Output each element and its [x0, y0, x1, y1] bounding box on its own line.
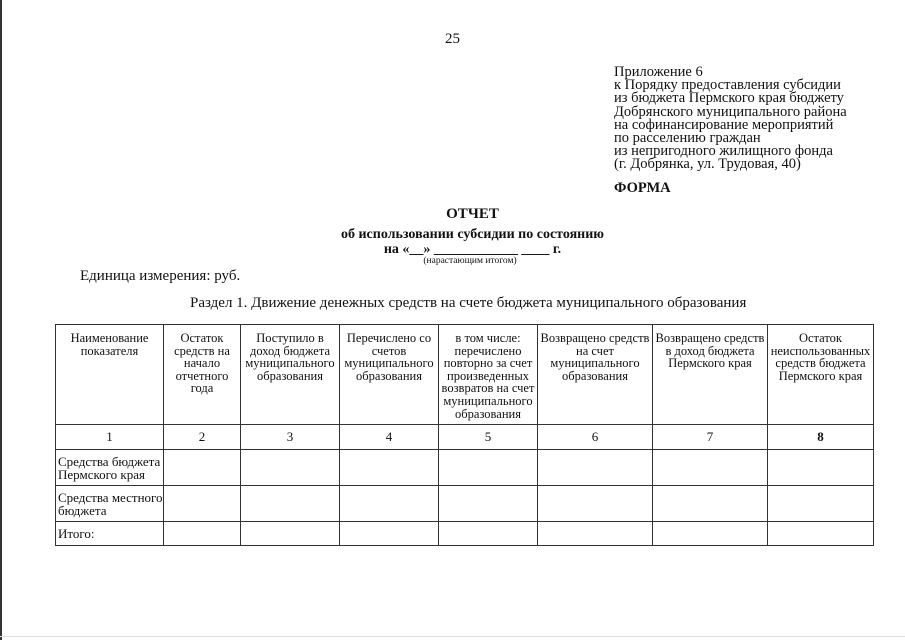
- table-cell[interactable]: [653, 486, 768, 522]
- column-number-row: [56, 425, 874, 450]
- table-cell[interactable]: [340, 522, 439, 546]
- column-number: 7: [653, 425, 768, 450]
- appendix-line: по расселению граждан: [614, 130, 761, 147]
- table-cell[interactable]: [164, 450, 241, 486]
- page-bottom-edge: [0, 636, 905, 637]
- column-number: 2: [164, 425, 241, 450]
- column-header: в том числе: перечислено повторно за счет произведенных возвратов на счет муниципального образования: [439, 325, 538, 425]
- report-date-note: (нарастающим итогом): [423, 256, 517, 266]
- column-number: 5: [439, 425, 538, 450]
- table-cell[interactable]: [340, 450, 439, 486]
- table-cell[interactable]: [768, 522, 874, 546]
- table-row: [56, 486, 874, 522]
- table-cell[interactable]: [164, 486, 241, 522]
- table-cell[interactable]: [538, 450, 653, 486]
- column-header: Остаток неиспользованных средств бюджета Пермского края: [768, 325, 874, 425]
- table-total-row: [56, 522, 874, 546]
- appendix-line: Добрянского муниципального района: [614, 103, 847, 120]
- table-header-row: [56, 325, 874, 425]
- table-cell[interactable]: [768, 486, 874, 522]
- column-header: Поступило в доход бюджета муниципального образования: [241, 325, 340, 425]
- table-cell[interactable]: [164, 522, 241, 546]
- report-subtitle: об использовании субсидии по состоянию: [340, 227, 605, 242]
- column-header: Возвращено средств на счет муниципального образования: [538, 325, 653, 425]
- row-label: Средства бюджета Пермского края: [56, 450, 164, 486]
- report-title-block: [0, 206, 905, 266]
- report-date-line: на «__» ____________ ____ г.: [383, 242, 562, 257]
- table-cell[interactable]: [538, 522, 653, 546]
- appendix-line: Приложение 6: [614, 64, 703, 80]
- table-cell[interactable]: [241, 486, 340, 522]
- appendix-line: (г. Добрянка, ул. Трудовая, 40): [614, 156, 801, 173]
- column-header: Остаток средств на начало отчетного года: [164, 325, 241, 425]
- column-header: Перечислено со счетов муниципального образования: [340, 325, 439, 425]
- page-number: 25: [445, 31, 460, 47]
- table-row: [56, 450, 874, 486]
- table-cell[interactable]: [340, 486, 439, 522]
- report-title: ОТЧЕТ: [446, 206, 499, 222]
- page-edge-line: [0, 0, 2, 640]
- appendix-block: [614, 66, 847, 172]
- appendix-line: из бюджета Пермского края бюджету: [614, 90, 844, 107]
- column-number: 1: [56, 425, 164, 450]
- table-cell[interactable]: [768, 450, 874, 486]
- row-label: Средства местного бюджета: [56, 486, 164, 522]
- table-cell[interactable]: [653, 522, 768, 546]
- table-cell[interactable]: [653, 450, 768, 486]
- table-cell[interactable]: [241, 450, 340, 486]
- column-header: Возвращено средств в доход бюджета Пермского края: [653, 325, 768, 425]
- section-title: Раздел 1. Движение денежных средств на счете бюджета муниципального образования: [190, 295, 747, 311]
- unit-of-measure: Единица измерения: руб.: [80, 268, 241, 284]
- column-number: 6: [538, 425, 653, 450]
- appendix-line: из непригодного жилищного фонда: [614, 143, 833, 160]
- report-table: [55, 324, 874, 546]
- column-number: 8: [768, 425, 874, 450]
- form-label: ФОРМА: [614, 180, 671, 196]
- column-number: 3: [241, 425, 340, 450]
- row-label: Итого:: [56, 522, 164, 546]
- column-header: Наименование показателя: [56, 325, 164, 425]
- appendix-line: к Порядку предоставления субсидии: [614, 77, 841, 94]
- table-cell[interactable]: [439, 486, 538, 522]
- table-cell[interactable]: [241, 522, 340, 546]
- table-cell[interactable]: [538, 486, 653, 522]
- table-cell[interactable]: [439, 450, 538, 486]
- appendix-line: на софинансирование мероприятий: [614, 116, 834, 133]
- column-number: 4: [340, 425, 439, 450]
- table-cell[interactable]: [439, 522, 538, 546]
